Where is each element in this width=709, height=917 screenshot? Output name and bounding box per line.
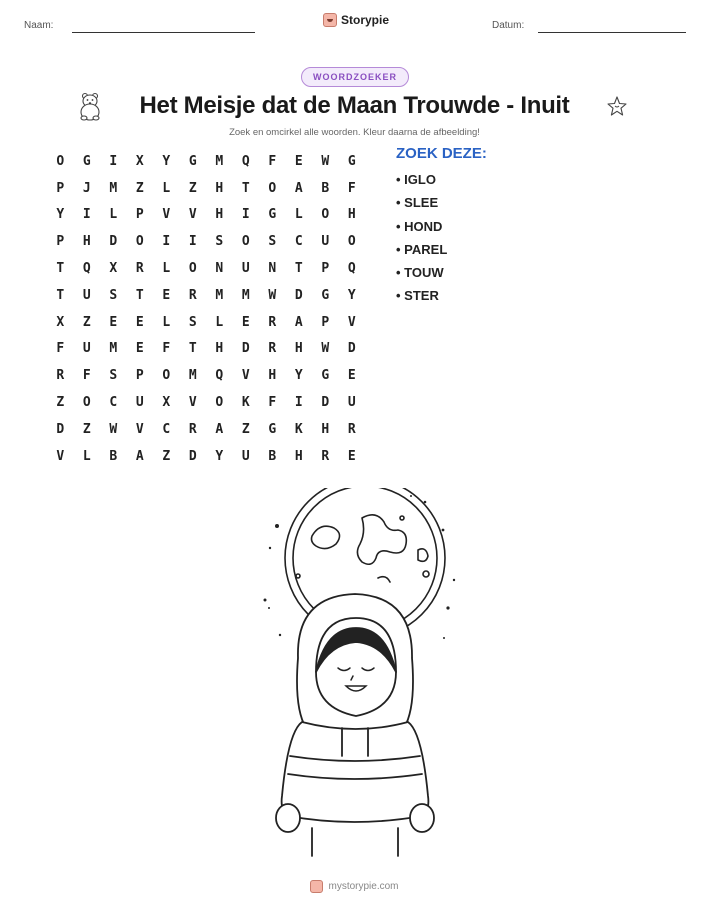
grid-letter[interactable]: V [162, 207, 171, 223]
grid-letter[interactable]: R [268, 314, 277, 330]
grid-letter[interactable]: E [347, 448, 356, 464]
page-title: Het Meisje dat de Maan Trouwde - Inuit [139, 92, 570, 119]
grid-letter[interactable]: V [241, 368, 250, 384]
grid-letter[interactable]: P [321, 261, 330, 277]
grid-letter[interactable]: I [188, 234, 197, 250]
storypie-logo-icon [323, 13, 337, 27]
grid-row [47, 228, 365, 255]
grid-letter[interactable]: Z [135, 180, 144, 196]
grid-letter[interactable]: H [294, 448, 303, 464]
inuit-girl-moon-illustration [250, 488, 460, 858]
word-list-item: • IGLO [396, 172, 436, 187]
grid-letter[interactable]: S [109, 368, 118, 384]
grid-letter[interactable]: M [109, 180, 118, 196]
grid-letter[interactable]: O [188, 261, 197, 277]
grid-letter[interactable]: G [321, 287, 330, 303]
grid-letter[interactable]: U [321, 234, 330, 250]
grid-letter[interactable]: V [56, 448, 65, 464]
grid-letter[interactable]: S [268, 234, 277, 250]
grid-letter[interactable]: U [82, 287, 91, 303]
grid-letter[interactable]: R [268, 341, 277, 357]
grid-letter[interactable]: G [268, 421, 277, 437]
word-list-item: • SLEE [396, 195, 439, 211]
grid-letter[interactable]: H [321, 421, 330, 437]
name-line[interactable] [72, 32, 255, 33]
grid-letter[interactable]: C [294, 234, 303, 250]
grid-letter[interactable]: Y [162, 153, 171, 169]
grid-letter[interactable]: T [188, 341, 197, 357]
grid-letter[interactable]: O [215, 395, 224, 411]
grid-letter[interactable]: X [162, 395, 171, 411]
star-icon [606, 95, 628, 117]
grid-letter[interactable]: I [162, 234, 171, 250]
grid-letter[interactable]: H [294, 341, 303, 357]
worksheet-type-badge: WOORDZOEKER [301, 67, 409, 87]
grid-letter[interactable]: Z [56, 395, 65, 411]
grid-letter[interactable]: W [109, 421, 118, 437]
grid-letter[interactable]: D [109, 234, 118, 250]
grid-letter[interactable]: S [109, 287, 118, 303]
grid-letter[interactable]: M [109, 341, 118, 357]
grid-letter[interactable]: C [162, 421, 171, 437]
grid-letter[interactable]: X [109, 261, 118, 277]
footer [0, 880, 709, 893]
grid-letter[interactable]: U [241, 261, 250, 277]
grid-row [47, 362, 365, 389]
grid-letter[interactable]: U [135, 395, 144, 411]
grid-letter[interactable]: H [82, 234, 91, 250]
grid-letter[interactable]: G [268, 207, 277, 223]
grid-letter[interactable]: O [347, 234, 356, 250]
grid-letter[interactable]: Y [347, 287, 356, 303]
grid-letter[interactable]: K [294, 421, 303, 437]
grid-letter[interactable]: H [215, 341, 224, 357]
grid-letter[interactable]: R [56, 368, 65, 384]
grid-letter[interactable]: I [109, 153, 118, 169]
grid-letter[interactable]: N [268, 261, 277, 277]
grid-letter[interactable]: A [215, 421, 224, 437]
grid-letter[interactable]: D [56, 421, 65, 437]
grid-letter[interactable]: F [162, 341, 171, 357]
word-list [396, 145, 487, 312]
grid-letter[interactable]: M [215, 287, 224, 303]
grid-letter[interactable]: E [135, 314, 144, 330]
grid-letter[interactable]: H [347, 207, 356, 223]
grid-row [47, 148, 365, 175]
grid-row [47, 255, 365, 282]
grid-letter[interactable]: M [215, 153, 224, 169]
grid-letter[interactable]: W [268, 287, 277, 303]
grid-row [47, 282, 365, 309]
grid-letter[interactable]: F [268, 395, 277, 411]
grid-letter[interactable]: M [188, 368, 197, 384]
grid-letter[interactable]: T [56, 287, 65, 303]
grid-letter[interactable]: W [321, 153, 330, 169]
grid-letter[interactable]: E [294, 153, 303, 169]
grid-letter[interactable]: L [162, 261, 171, 277]
grid-letter[interactable]: T [56, 261, 65, 277]
word-list-item: • PAREL [396, 241, 448, 257]
grid-letter[interactable]: S [188, 314, 197, 330]
grid-letter[interactable]: O [321, 207, 330, 223]
grid-letter[interactable]: D [188, 448, 197, 464]
grid-letter[interactable]: F [82, 368, 91, 384]
grid-row [47, 175, 365, 202]
grid-letter[interactable]: Z [82, 421, 91, 437]
grid-letter[interactable]: O [241, 234, 250, 250]
grid-letter[interactable]: Q [241, 153, 250, 169]
grid-letter[interactable]: D [241, 341, 250, 357]
grid-letter[interactable]: A [135, 448, 144, 464]
grid-letter[interactable]: G [321, 368, 330, 384]
grid-letter[interactable]: G [82, 153, 91, 169]
grid-letter[interactable]: E [109, 314, 118, 330]
grid-letter[interactable]: T [135, 287, 144, 303]
grid-letter[interactable]: L [215, 314, 224, 330]
grid-letter[interactable]: R [135, 261, 144, 277]
grid-letter[interactable]: I [82, 207, 91, 223]
grid-letter[interactable]: B [268, 448, 277, 464]
grid-letter[interactable]: L [82, 448, 91, 464]
grid-letter[interactable]: L [162, 314, 171, 330]
grid-letter[interactable]: H [215, 180, 224, 196]
grid-letter[interactable]: Z [82, 314, 91, 330]
grid-letter[interactable]: Z [162, 448, 171, 464]
grid-letter[interactable]: Y [56, 207, 65, 223]
grid-letter[interactable]: R [188, 287, 197, 303]
storypie-logo-icon [310, 880, 323, 893]
grid-letter[interactable]: Q [82, 261, 91, 277]
grid-letter[interactable]: A [294, 314, 303, 330]
grid-letter[interactable]: S [215, 234, 224, 250]
word-list-title: ZOEK DEZE: [396, 145, 487, 162]
grid-letter[interactable]: L [162, 180, 171, 196]
grid-letter[interactable]: P [321, 314, 330, 330]
grid-letter[interactable]: G [188, 153, 197, 169]
grid-letter[interactable]: T [294, 261, 303, 277]
grid-letter[interactable]: V [347, 314, 356, 330]
grid-letter[interactable]: O [82, 395, 91, 411]
grid-letter[interactable]: H [215, 207, 224, 223]
brand-logo [323, 13, 389, 27]
grid-letter[interactable]: J [82, 180, 91, 196]
grid-letter[interactable]: V [188, 207, 197, 223]
brand-name: Storypie [341, 13, 390, 27]
grid-letter[interactable]: I [241, 207, 250, 223]
grid-letter[interactable]: Q [215, 368, 224, 384]
grid-letter[interactable]: U [241, 448, 250, 464]
grid-letter[interactable]: C [109, 395, 118, 411]
grid-letter[interactable]: F [268, 153, 277, 169]
grid-row [47, 309, 365, 336]
grid-letter[interactable]: H [268, 368, 277, 384]
word-list-item: • TOUW [396, 265, 444, 281]
grid-letter[interactable]: K [241, 395, 250, 411]
date-line[interactable] [538, 32, 686, 33]
grid-letter[interactable]: A [294, 180, 303, 196]
grid-letter[interactable]: E [347, 368, 356, 384]
grid-letter[interactable]: Q [347, 261, 356, 277]
word-list-item: • HOND [396, 218, 443, 234]
grid-letter[interactable]: F [56, 341, 65, 357]
grid-letter[interactable]: V [188, 395, 197, 411]
grid-letter[interactable]: B [321, 180, 330, 196]
grid-letter[interactable]: Z [188, 180, 197, 196]
grid-letter[interactable]: X [135, 153, 144, 169]
grid-letter[interactable]: F [347, 180, 356, 196]
grid-row [47, 443, 365, 470]
grid-letter[interactable]: U [347, 395, 356, 411]
footer-site: mystorypie.com [328, 881, 399, 892]
grid-letter[interactable]: U [82, 341, 91, 357]
grid-letter[interactable]: P [56, 180, 65, 196]
grid-letter[interactable]: D [321, 395, 330, 411]
word-list-item: • STER [396, 288, 439, 304]
grid-letter[interactable]: O [268, 180, 277, 196]
grid-letter[interactable]: R [188, 421, 197, 437]
grid-row [47, 336, 365, 363]
grid-letter[interactable]: O [135, 234, 144, 250]
grid-letter[interactable]: O [56, 153, 65, 169]
instructions: Zoek en omcirkel alle woorden. Kleur daarna de afbeelding! [229, 127, 480, 138]
grid-letter[interactable]: E [241, 314, 250, 330]
grid-letter[interactable]: L [109, 207, 118, 223]
grid-letter[interactable]: N [215, 261, 224, 277]
name-label: Naam: [24, 20, 54, 31]
grid-letter[interactable]: D [347, 341, 356, 357]
grid-letter[interactable]: P [56, 234, 65, 250]
grid-letter[interactable]: E [162, 287, 171, 303]
grid-letter[interactable]: P [135, 207, 144, 223]
grid-letter[interactable]: Y [215, 448, 224, 464]
grid-letter[interactable]: M [241, 287, 250, 303]
grid-letter[interactable]: V [135, 421, 144, 437]
word-search-grid [47, 148, 365, 470]
grid-row [47, 202, 365, 229]
grid-letter[interactable]: R [321, 448, 330, 464]
grid-row [47, 389, 365, 416]
grid-letter[interactable]: G [347, 153, 356, 169]
grid-letter[interactable]: D [294, 287, 303, 303]
grid-letter[interactable]: Z [241, 421, 250, 437]
grid-letter[interactable]: I [294, 395, 303, 411]
grid-letter[interactable]: X [56, 314, 65, 330]
grid-letter[interactable]: B [109, 448, 118, 464]
date-label: Datum: [492, 20, 525, 31]
grid-letter[interactable]: E [135, 341, 144, 357]
grid-letter[interactable]: T [241, 180, 250, 196]
grid-letter[interactable]: P [135, 368, 144, 384]
grid-letter[interactable]: Y [294, 368, 303, 384]
grid-row [47, 416, 365, 443]
grid-letter[interactable]: W [321, 341, 330, 357]
grid-letter[interactable]: L [294, 207, 303, 223]
grid-letter[interactable]: R [347, 421, 356, 437]
grid-letter[interactable]: O [162, 368, 171, 384]
